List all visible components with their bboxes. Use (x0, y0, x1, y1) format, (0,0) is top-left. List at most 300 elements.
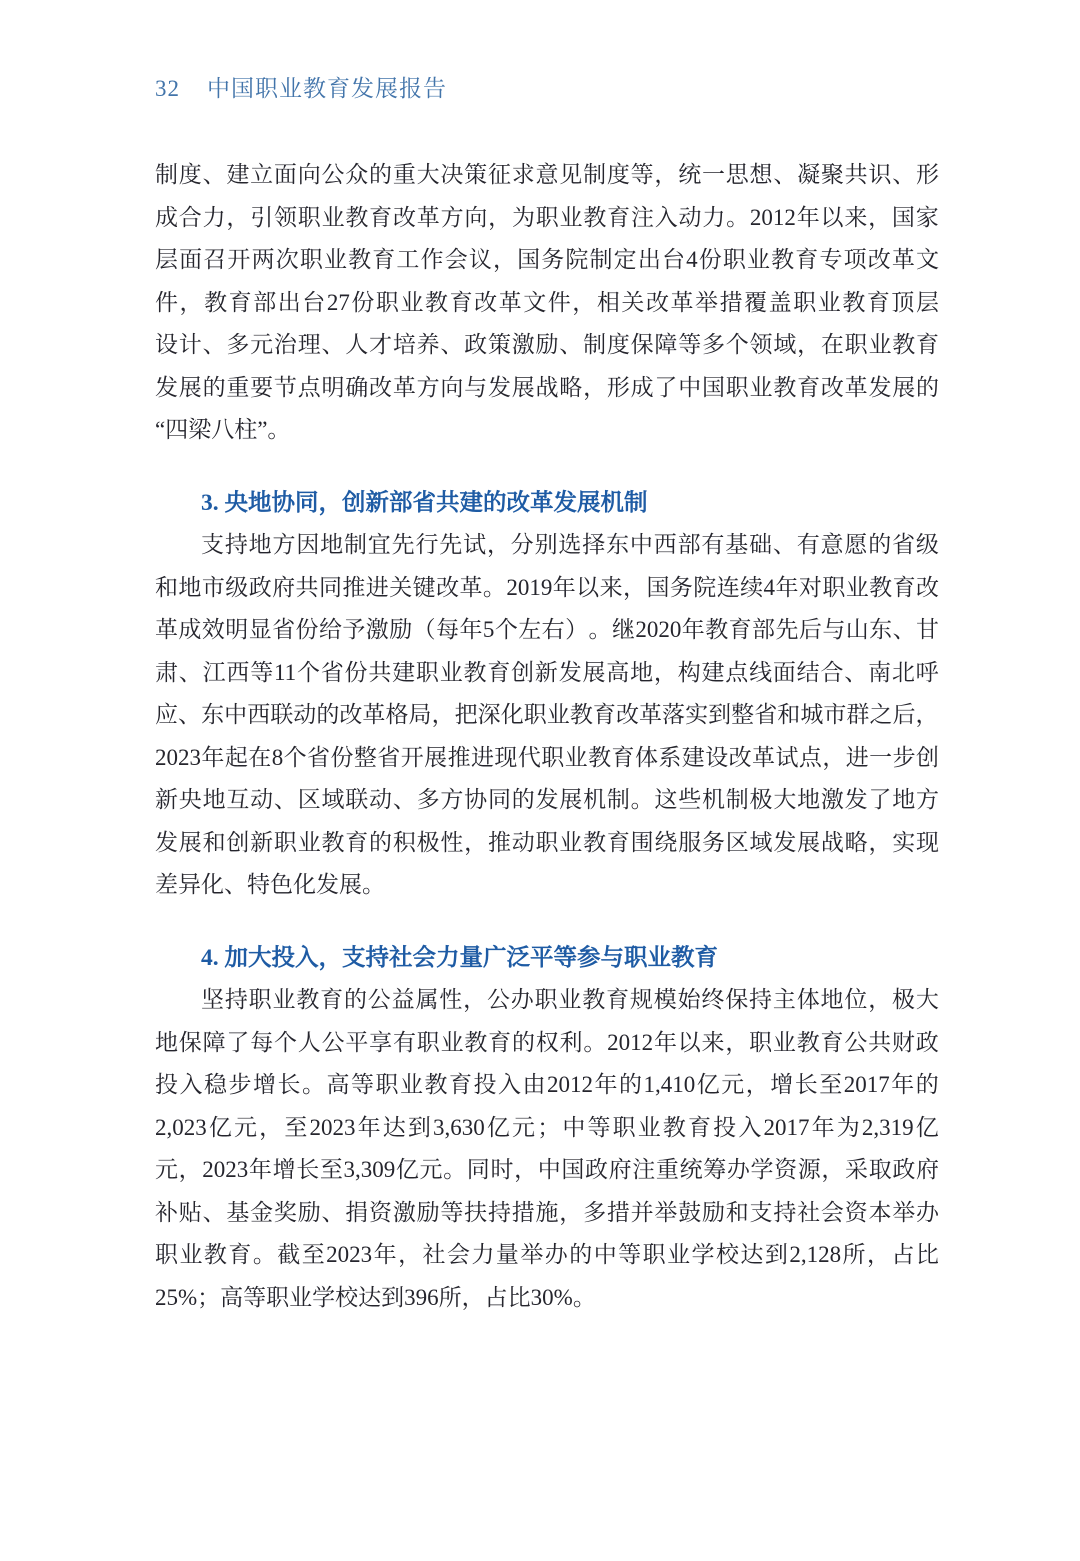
text-line: 25%；高等职业学校达到396所，占比30%。 (155, 1284, 596, 1310)
text-token: 励 (416, 1199, 440, 1225)
text-token: 举 (892, 1199, 916, 1225)
text-token: 坚 (201, 987, 224, 1012)
text-token: 展 (559, 787, 583, 812)
text-token: 年 (201, 744, 225, 770)
text-token: 同 (487, 787, 511, 812)
text-token: 极 (892, 987, 916, 1012)
text-token: 励 (535, 332, 559, 357)
text-token: ， (868, 204, 892, 230)
text-token: 措 (511, 1199, 535, 1225)
text-token: 次 (275, 247, 299, 272)
text-token: 高 (606, 659, 630, 685)
text-token: 的 (619, 1072, 642, 1097)
text-token: 盖 (768, 289, 792, 315)
text-token: 支 (749, 1199, 773, 1225)
text-token: 育 (369, 204, 393, 230)
text-token: 资 (774, 1157, 798, 1182)
text-token: 注 (632, 1157, 656, 1182)
text-token: ， (653, 659, 677, 685)
text-line (155, 282, 939, 325)
text-token: 政 (464, 332, 488, 357)
text-token: 方 (272, 532, 296, 557)
text-token: 议 (468, 247, 492, 272)
text-token: 职 (642, 1242, 666, 1267)
text-token: 建 (392, 659, 416, 685)
text-token: 成 (178, 617, 202, 642)
text-token: 动 (250, 787, 274, 812)
text-token: 业 (559, 204, 583, 230)
text-token: 教 (583, 829, 607, 855)
text-token: 革 (670, 289, 694, 315)
text-token: 育 (892, 574, 916, 600)
text-token: 想 (749, 162, 773, 187)
text-token: 南 (868, 659, 892, 685)
text-token: ， (226, 204, 250, 230)
text-token: 顶 (891, 289, 915, 315)
text-token: 资 (844, 1199, 868, 1225)
text-token: 家 (915, 204, 939, 230)
text-token: 选 (558, 532, 582, 557)
text-token: 领 (273, 204, 297, 230)
text-token: 度 (606, 332, 630, 357)
text-token: 。 (302, 1072, 325, 1097)
text-token: 地 (892, 787, 916, 812)
text-token: 择 (582, 532, 606, 557)
text-token: 年 (775, 574, 799, 600)
section-heading: 4. 加大投入，支持社会力量广泛平等参与职业教育 (201, 944, 718, 971)
text-token: 革 (891, 247, 915, 272)
text-line (155, 367, 939, 410)
text-token: 部 (752, 617, 776, 642)
text-token: 连 (716, 574, 740, 600)
text-token: 战 (820, 829, 844, 855)
text-token: 2019 (506, 574, 553, 600)
text-token: ， (259, 1114, 283, 1140)
text-token: 社 (797, 1199, 821, 1225)
text-token: 的 (511, 787, 535, 812)
text-token: 5 (482, 617, 495, 642)
text-token: 等 (618, 1242, 642, 1267)
text-token: 亿 (915, 1114, 939, 1140)
text-token: 业 (845, 574, 869, 600)
text-token: 教 (203, 1242, 227, 1267)
text-token: 作 (420, 247, 444, 272)
text-token: 4 (686, 247, 698, 272)
text-token: 捐 (345, 1199, 369, 1225)
text-token: 改 (474, 289, 498, 315)
text-token: 部 (677, 532, 701, 557)
text-token: 2017 (763, 1114, 810, 1140)
text-token: 国 (891, 204, 915, 230)
text-token: 步 (228, 1072, 252, 1097)
text-token: 以 (820, 204, 844, 230)
text-token: 年 (681, 617, 705, 642)
text-token: 显 (248, 617, 272, 642)
text-token: 励 (297, 1199, 321, 1225)
text-token: 。 (583, 1029, 607, 1055)
text-token: 城 (800, 702, 824, 727)
text-token: 励 (389, 617, 413, 642)
text-token: 续 (740, 574, 764, 600)
text-token: 向 (440, 374, 464, 400)
text-token: 点 (297, 374, 321, 400)
text-token: 育 (487, 659, 511, 685)
text-token: 主 (772, 987, 796, 1012)
text-token: 年 (796, 204, 820, 230)
text-token: 至 (319, 1157, 343, 1182)
section-heading: 3. 央地协同，创新部省共建的改革发展机制 (201, 489, 648, 516)
text-token: 保 (178, 1029, 202, 1055)
text-token: 扶 (464, 1199, 488, 1225)
text-token: ， (623, 574, 647, 600)
text-token: 改 (916, 574, 939, 600)
text-token: 形 (916, 162, 939, 187)
text-token: 、 (273, 787, 297, 812)
text-token: 协 (464, 787, 488, 812)
text-token: 元 (250, 332, 274, 357)
text-token: 份 (330, 744, 354, 770)
text-token: 面 (179, 247, 203, 272)
text-token: 激 (365, 617, 389, 642)
text-token: 求 (511, 162, 535, 187)
text-token: 绕 (654, 829, 678, 855)
text-token: 线 (749, 659, 773, 685)
text-token: 年 (459, 617, 483, 642)
text-token: 出 (637, 247, 661, 272)
text-token: 国 (701, 374, 725, 400)
text-token: 西 (653, 532, 677, 557)
text-token: 省 (307, 744, 331, 770)
text-token: 策 (464, 162, 488, 187)
text-token: 地 (797, 787, 821, 812)
text-line (155, 979, 939, 1022)
text-token: 、 (844, 659, 868, 685)
text-token: 份 (351, 289, 375, 315)
text-token: 职 (612, 1114, 636, 1140)
text-token: ； (537, 1114, 561, 1140)
text-token: 2023 (155, 744, 201, 770)
text-token: ， (178, 1157, 202, 1182)
text-token: 革 (392, 374, 416, 400)
text-token: 改 (392, 204, 416, 230)
text-token: 中 (629, 532, 653, 557)
page-number: 32 (155, 76, 180, 101)
text-token: 识 (868, 162, 892, 187)
text-token: 性 (439, 987, 463, 1012)
text-token: 份 (698, 247, 722, 272)
text-token: 、 (202, 1199, 226, 1225)
text-token: 中 (537, 1157, 561, 1182)
text-token: 展 (511, 374, 535, 400)
text-token: 力 (202, 204, 226, 230)
running-header (155, 70, 447, 103)
text-token: 职 (535, 829, 559, 855)
text-token: 创 (226, 829, 250, 855)
text-token: 立 (250, 162, 274, 187)
text-token: 统 (678, 162, 702, 187)
text-token: 育 (592, 702, 616, 727)
text-token: 革 (362, 702, 386, 727)
text-token: 育 (228, 1242, 252, 1267)
text-token: 业 (868, 332, 892, 357)
text-token: 治 (273, 332, 297, 357)
text-token: 发 (868, 374, 892, 400)
text-token: 来 (599, 574, 623, 600)
text-line (155, 1022, 939, 1065)
text-token: ， (797, 332, 821, 357)
text-token: 每 (436, 617, 460, 642)
text-line (155, 609, 939, 652)
text-token: ， (868, 829, 892, 855)
text-token: 时 (490, 1157, 514, 1182)
text-token: 业 (637, 1114, 661, 1140)
text-token: 改 (369, 374, 393, 400)
text-token: 激 (820, 787, 844, 812)
text-token: 到 (708, 702, 732, 727)
text-token: 职 (844, 332, 868, 357)
text-token: 省 (377, 744, 401, 770)
text-token: 宜 (367, 532, 391, 557)
text-token: 引 (250, 204, 274, 230)
text-token: 等 (587, 1114, 611, 1140)
text-token: 化 (500, 702, 524, 727)
text-token: ， (654, 162, 678, 187)
text-token: ， (488, 204, 512, 230)
text-token: 持 (773, 1199, 797, 1225)
text-token: 保 (630, 332, 654, 357)
text-token: ， (745, 1072, 769, 1097)
text-token: 教 (892, 332, 916, 357)
text-token: 至 (301, 1242, 325, 1267)
text-token: 持 (749, 987, 773, 1012)
text-token: 府 (608, 1157, 632, 1182)
text-line (155, 694, 939, 737)
text-token: 山 (845, 617, 869, 642)
text-token: 效 (201, 617, 225, 642)
text-token: 投 (713, 1114, 737, 1140)
text-line (155, 779, 939, 822)
text-token: 动 (293, 702, 317, 727)
text-token: 出 (277, 289, 301, 315)
text-token: 职 (297, 204, 321, 230)
text-token: 入 (654, 204, 678, 230)
text-token: 教 (662, 1114, 686, 1140)
text-token: 推 (487, 829, 511, 855)
text-token: 键 (412, 574, 436, 600)
text-token: 中 (562, 1114, 586, 1140)
text-token: 多 (583, 1199, 607, 1225)
text-token: 采 (845, 1157, 869, 1182)
text-token: 省 (754, 702, 778, 727)
text-token: 了 (654, 374, 678, 400)
text-token: 进 (845, 744, 869, 770)
text-token: 重 (226, 374, 250, 400)
text-token: 础 (749, 532, 773, 557)
text-token: 始 (677, 987, 701, 1012)
text-token: 才 (369, 332, 393, 357)
text-token: 服 (678, 829, 702, 855)
text-token: 专 (819, 247, 843, 272)
text-token: 分 (510, 532, 534, 557)
text-token: 个 (283, 744, 307, 770)
text-token: 2012 (749, 204, 796, 230)
text-token: 思 (725, 162, 749, 187)
text-token: 持 (224, 987, 248, 1012)
text-token: 育 (820, 1029, 844, 1055)
text-token: 来 (701, 1029, 725, 1055)
text-token: 职 (722, 247, 746, 272)
text-token: 创 (511, 659, 535, 685)
text-token: 职 (273, 829, 297, 855)
text-token: 有 (701, 532, 725, 557)
text-token: 些 (678, 787, 702, 812)
text-token: 为 (836, 1114, 860, 1140)
text-token: 展 (424, 744, 448, 770)
text-token: 市 (823, 702, 847, 727)
text-token: 围 (630, 829, 654, 855)
text-token: 共 (295, 574, 319, 600)
text-token: 革 (752, 744, 776, 770)
text-token: 教 (796, 1029, 820, 1055)
text-token: 度 (606, 162, 630, 187)
text-token: 地 (630, 659, 654, 685)
text-token: 国 (517, 247, 541, 272)
text-token: 体 (796, 987, 820, 1012)
text-token: 发 (844, 787, 868, 812)
text-token: 贴 (178, 1199, 202, 1225)
text-line: 差异化、特色化发展。 (155, 872, 385, 897)
text-token: 等 (250, 659, 274, 685)
text-token: 并 (630, 1199, 654, 1225)
text-token: 行 (415, 532, 439, 557)
text-token: 的 (915, 1072, 939, 1097)
text-token: 职 (416, 1029, 440, 1055)
text-token: 育 (866, 289, 890, 315)
text-token: 在 (820, 332, 844, 357)
text-token: 体 (634, 744, 658, 770)
text-token: 合 (820, 659, 844, 685)
text-token: 职 (541, 744, 565, 770)
text-token: 达 (740, 1242, 764, 1267)
text-token: 多 (701, 332, 725, 357)
text-token: 公 (367, 987, 391, 1012)
text-token: 公 (486, 987, 510, 1012)
text-token: 与 (822, 617, 846, 642)
text-token: 的 (868, 532, 892, 557)
text-token: 职 (299, 247, 323, 272)
text-token: 、 (321, 1199, 345, 1225)
text-token: 为 (511, 204, 535, 230)
text-token: 务 (701, 829, 725, 855)
text-token: 11 (273, 659, 297, 685)
text-token: 益 (391, 987, 415, 1012)
text-token: 享 (369, 1029, 393, 1055)
text-token: 省 (892, 532, 916, 557)
text-line (155, 822, 939, 865)
text-token: ， (866, 1242, 890, 1267)
text-token: 。 (588, 617, 612, 642)
text-token: 占 (891, 1242, 915, 1267)
text-token: 2012 (607, 1029, 654, 1055)
text-token: 发 (558, 659, 582, 685)
text-token: 设 (705, 744, 729, 770)
text-token: 8 (271, 744, 284, 770)
text-token: 育 (488, 1029, 512, 1055)
text-line (155, 524, 939, 567)
text-token: 发 (535, 787, 559, 812)
text-token: 实 (685, 702, 709, 727)
text-token: 发 (773, 829, 797, 855)
text-token: 人 (345, 332, 369, 357)
text-token: 措 (719, 289, 743, 315)
text-token: 公 (844, 1029, 868, 1055)
text-token: 院 (693, 574, 717, 600)
text-token: 的 (343, 987, 367, 1012)
text-token: 。 (630, 787, 654, 812)
text-token: 一 (701, 162, 725, 187)
text-token: 愿 (844, 532, 868, 557)
text-token: 后 (798, 617, 822, 642)
text-token: 理 (297, 332, 321, 357)
text-line (155, 1234, 939, 1277)
text-token: 联 (270, 702, 294, 727)
text-token: 职 (749, 1029, 773, 1055)
text-token: 地 (202, 787, 226, 812)
text-token: 的 (202, 374, 226, 400)
text-token: 亿 (208, 1114, 232, 1140)
text-token: 举 (520, 1242, 544, 1267)
text-token: 改 (645, 289, 669, 315)
text-token: 形 (606, 374, 630, 400)
text-token: 。 (482, 574, 506, 600)
text-token: 共 (868, 1029, 892, 1055)
text-token: 职 (534, 987, 558, 1012)
text-token: 政 (915, 1029, 939, 1055)
text-token: 激 (511, 332, 535, 357)
text-token: 先 (439, 532, 463, 557)
text-token: 育 (916, 332, 939, 357)
text-token: 极 (416, 829, 440, 855)
text-token: 业 (400, 1072, 423, 1097)
text-token: 点 (725, 659, 749, 685)
text-token: 肃 (155, 659, 178, 685)
text-token: 元 (155, 1157, 178, 1182)
text-token: 公 (321, 1029, 345, 1055)
text-token: 的 (369, 829, 393, 855)
text-token: 市 (201, 574, 225, 600)
text-token: 格 (385, 702, 409, 727)
text-token: 院 (565, 247, 589, 272)
text-token: 权 (535, 1029, 559, 1055)
text-token: 教 (296, 987, 320, 1012)
text-token: 基 (226, 1199, 250, 1225)
text-token: 、 (202, 162, 226, 187)
text-token: 办 (726, 1157, 750, 1182)
text-token: 励 (701, 1199, 725, 1225)
text-token: 同 (466, 1157, 490, 1182)
text-token: 、 (559, 332, 583, 357)
text-token: 机 (701, 787, 725, 812)
text-token: 业 (817, 289, 841, 315)
text-token: ， (821, 1157, 845, 1182)
text-token: 府 (915, 1157, 939, 1182)
text-token: 2023 (202, 1157, 249, 1182)
paragraph (155, 524, 939, 907)
text-token: 长 (794, 1072, 818, 1097)
text-token: 地 (320, 532, 344, 557)
text-token: 学 (691, 1242, 715, 1267)
text-token: 制 (343, 532, 367, 557)
